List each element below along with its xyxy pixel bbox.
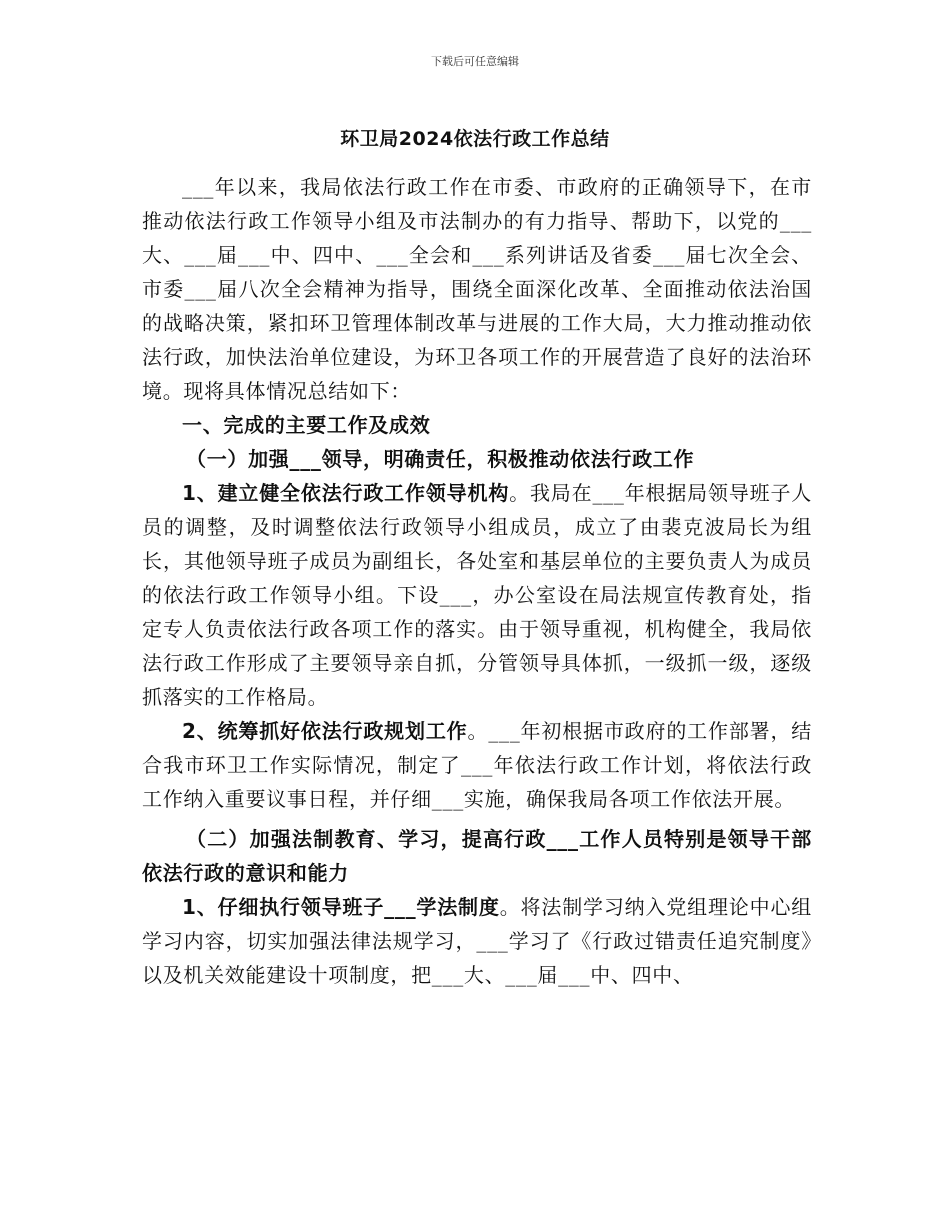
item-lead-1: 1、建立健全依法行政工作领导机构: [182, 481, 510, 505]
item-paragraph-1: [142, 476, 812, 714]
item-paragraph-2: [142, 714, 812, 816]
item-paragraph-3: [142, 890, 812, 992]
item-text-1: 。我局在___年根据局领导班子人员的调整，及时调整依法行政领导小组成员，成立了由裴克波局长为组长，其他领导班子成员为副组长，各处室和基层单位的主要负责人为成员的依法行政工作领导小组。下设___，办公室设在局法规宣传教育处，指定专人负责依法行政各项工作的落实。由于领导重视，机构健全，我局依法行政工作形成了主要领导亲自抓，分管领导具体抓，一级抓一级，逐级抓落实的工作格局。: [142, 481, 813, 709]
item-text-2: 。___年初根据市政府的工作部署，结合我市环卫工作实际情况，制定了___年依法行政工作计划，将依法行政工作纳入重要议事日程，并仔细___实施，确保我局各项工作依法开展。: [142, 719, 812, 811]
sub-heading-2: （二）加强法制教育、学习，提高行政___工作人员特别是领导干部依法行政的意识和能力: [142, 827, 812, 885]
item-text-3: 。将法制学习纳入党组理论中心组学习内容，切实加强法律法规学习，___学习了《行政过错责任追究制度》以及机关效能建设十项制度，把___大、___届___中、四中、: [142, 895, 812, 987]
header-note: 下载后可任意编辑: [431, 55, 519, 68]
section-heading-1: 一、完成的主要工作及成效: [182, 413, 431, 437]
document-body: [142, 170, 812, 992]
document-title: 环卫局2024依法行政工作总结: [340, 128, 610, 150]
intro-paragraph: ___年以来，我局依法行政工作在市委、市政府的正确领导下，在市推动依法行政工作领导小组及市法制办的有力指导、帮助下，以党的___大、___届___中、四中、___全会和___系列讲话及省委___届七次全会、市委___届八次全会精神为指导，围绕全面深化改革、全面推动依法治国的战略决策，紧扣环卫管理体制改革与进展的工作大局，大力推动推动依法行政，加快法治单位建设，为环卫各项工作的开展营造了良好的法治环境。现将具体情况总结如下：: [142, 175, 812, 403]
item-lead-2: 2、统筹抓好依法行政规划工作: [182, 719, 468, 743]
item-lead-3: 1、仔细执行领导班子___学法制度: [182, 895, 500, 919]
sub-heading-1: （一）加强___领导，明确责任，积极推动依法行政工作: [186, 447, 695, 471]
